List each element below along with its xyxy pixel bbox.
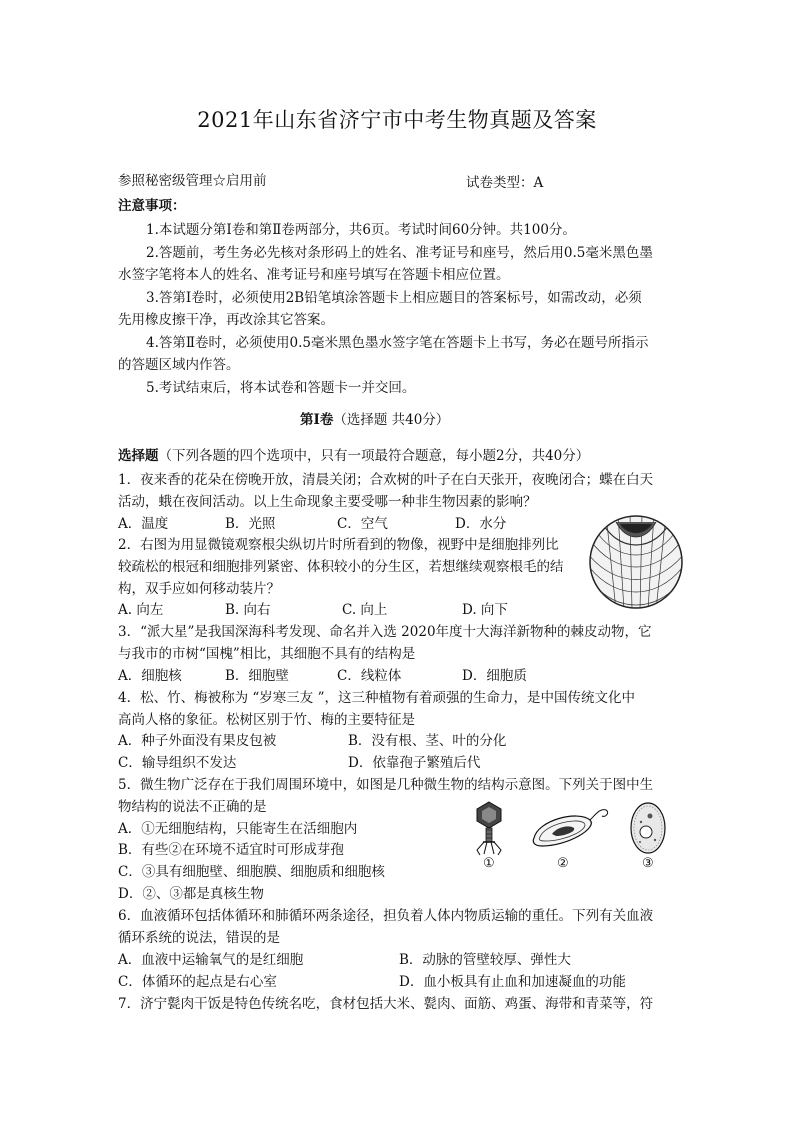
q3-option-b: B．细胞壁 [225,668,289,684]
q3-stem-1: 3．“派大星”是我国深海科考发现、命名并入选 2020年度十大海洋新物种的棘皮动物，它 [118,624,652,640]
section-intro-rest: （下列各题的四个选项中，只有一项最符合题意，每小题2分，共40分） [158,448,590,464]
q3-option-d: D．细胞质 [462,668,527,684]
note-4-line1: 4.答第Ⅱ卷时，必须使用0.5毫米黑色墨水签字笔在答题卡上书写，务必在题号所指示 [146,335,649,351]
figure-label-2: ② [557,856,569,871]
q4-stem-1: 4．松、竹、梅被称为 “岁寒三友 ”，这三种植物有着顽强的生命力，是中国传统文化中 [118,690,635,706]
q1-stem-2: 活动，蛾在夜间活动。以上生命现象主要受哪一种非生物因素的影响？ [118,494,537,510]
q5-option-b: B．有些②在环境不适宜时可形成芽孢 [118,842,344,858]
q4-stem-2: 高尚人格的象征。松树区别于竹、梅的主要特征是 [118,712,415,728]
note-3-line2: 先用橡皮擦干净，再改涂其它答案。 [118,312,334,328]
section-intro [118,446,589,466]
q5-option-a: A．①无细胞结构，只能寄生在活细胞内 [118,821,358,837]
q3-stem-2: 与我市的市树“国槐”相比，其细胞不具有的结构是 [118,646,416,662]
bacteriophage-figure [472,800,506,856]
bacterium-figure [528,806,612,850]
q4-option-a: A．种子外面没有果皮包被 [118,733,277,749]
q6-option-a: A．血液中运输氧气的是红细胞 [118,952,304,968]
q2-option-a: A. 向左 [118,602,164,618]
root-tip-micrograph [586,514,686,610]
q2-stem-3: 构，双手应如何移动装片？ [118,581,280,597]
figure-label-1: ① [483,856,495,871]
q6-stem-1: 6．血液循环包括体循环和肺循环两条途径，担负着人体内物质运输的重任。下列有关血液 [118,908,654,924]
q6-option-d: D．血小板具有止血和加速凝血的功能 [399,974,626,990]
q5-option-d: D．②、③都是真核生物 [118,886,264,902]
note-5: 5.考试结束后，将本试卷和答题卡一并交回。 [146,380,416,396]
note-2-line2: 水签字笔将本人的姓名、准考证号和座号填写在答题卡相应位置。 [118,267,510,283]
q2-option-b: B. 向右 [225,602,271,618]
note-3-line1: 3.答第Ⅰ卷时，必须使用2B铅笔填涂答题卡上相应题目的答案标号，如需改动，必须 [146,290,642,306]
note-2-line1: 2.答题前，考生务必先核对条形码上的姓名、准考证号和座号，然后用0.5毫米黑色墨 [146,245,653,261]
q4-option-c: C．输导组织不发达 [118,755,237,771]
q2-option-c: C. 向上 [342,602,388,618]
secret-level: 参照秘密级管理☆启用前 [118,173,267,189]
q4-option-d: D．依靠孢子繁殖后代 [348,755,481,771]
q1-option-b: B．光照 [225,516,276,532]
section-title-rest: （选择题 共40分） [333,412,450,428]
q3-option-a: A．细胞核 [118,668,182,684]
paper-type: 试卷类型：A [466,175,544,191]
q1-option-c: C．空气 [337,516,388,532]
q1-option-a: A．温度 [118,516,169,532]
notes-heading: 注意事项： [118,198,186,214]
yeast-figure [628,800,668,856]
q2-stem-1: 2．右图为用显微镜观察根尖纵切片时所看到的物像，视野中是细胞排列比 [118,537,559,553]
q2-stem-2: 较疏松的根冠和细胞排列紧密、体积较小的分生区，若想继续观察根毛的结 [118,559,564,575]
q6-stem-2: 循环系统的说法，错误的是 [118,930,280,946]
section-title [300,410,449,430]
note-1: 1.本试题分第Ⅰ卷和第Ⅱ卷两部分，共6页。考试时间60分钟。共100分。 [146,222,576,238]
q5-stem-2: 物结构的说法不正确的是 [118,799,267,815]
section-title-bold: 第Ⅰ卷 [300,412,334,428]
q7-stem-1: 7．济宁甏肉干饭是特色传统名吃，食材包括大米、甏肉、面筋、鸡蛋、海带和青菜等，符 [118,996,654,1012]
q3-option-c: C．线粒体 [337,668,402,684]
q5-option-c: C．③具有细胞壁、细胞膜、细胞质和细胞核 [118,864,385,880]
q6-option-b: B．动脉的管壁较厚、弹性大 [399,952,571,968]
page-title: 2021年山东省济宁市中考生物真题及答案 [197,108,597,132]
q2-option-d: D. 向下 [462,602,508,618]
q6-option-c: C．体循环的起点是右心室 [118,974,277,990]
q1-option-d: D．水分 [455,516,507,532]
figure-label-3: ③ [642,856,654,871]
q4-option-b: B．没有根、茎、叶的分化 [348,733,507,749]
section-intro-bold: 选择题 [118,448,159,464]
q1-stem-1: 1．夜来香的花朵在傍晚开放，清晨关闭；合欢树的叶子在白天张开，夜晚闭合；蝶在白天 [118,472,654,488]
q5-stem-1: 5．微生物广泛存在于我们周围环境中，如图是几种微生物的结构示意图。下列关于图中生 [118,777,654,793]
note-4-line2: 的答题区域内作答。 [118,357,240,373]
